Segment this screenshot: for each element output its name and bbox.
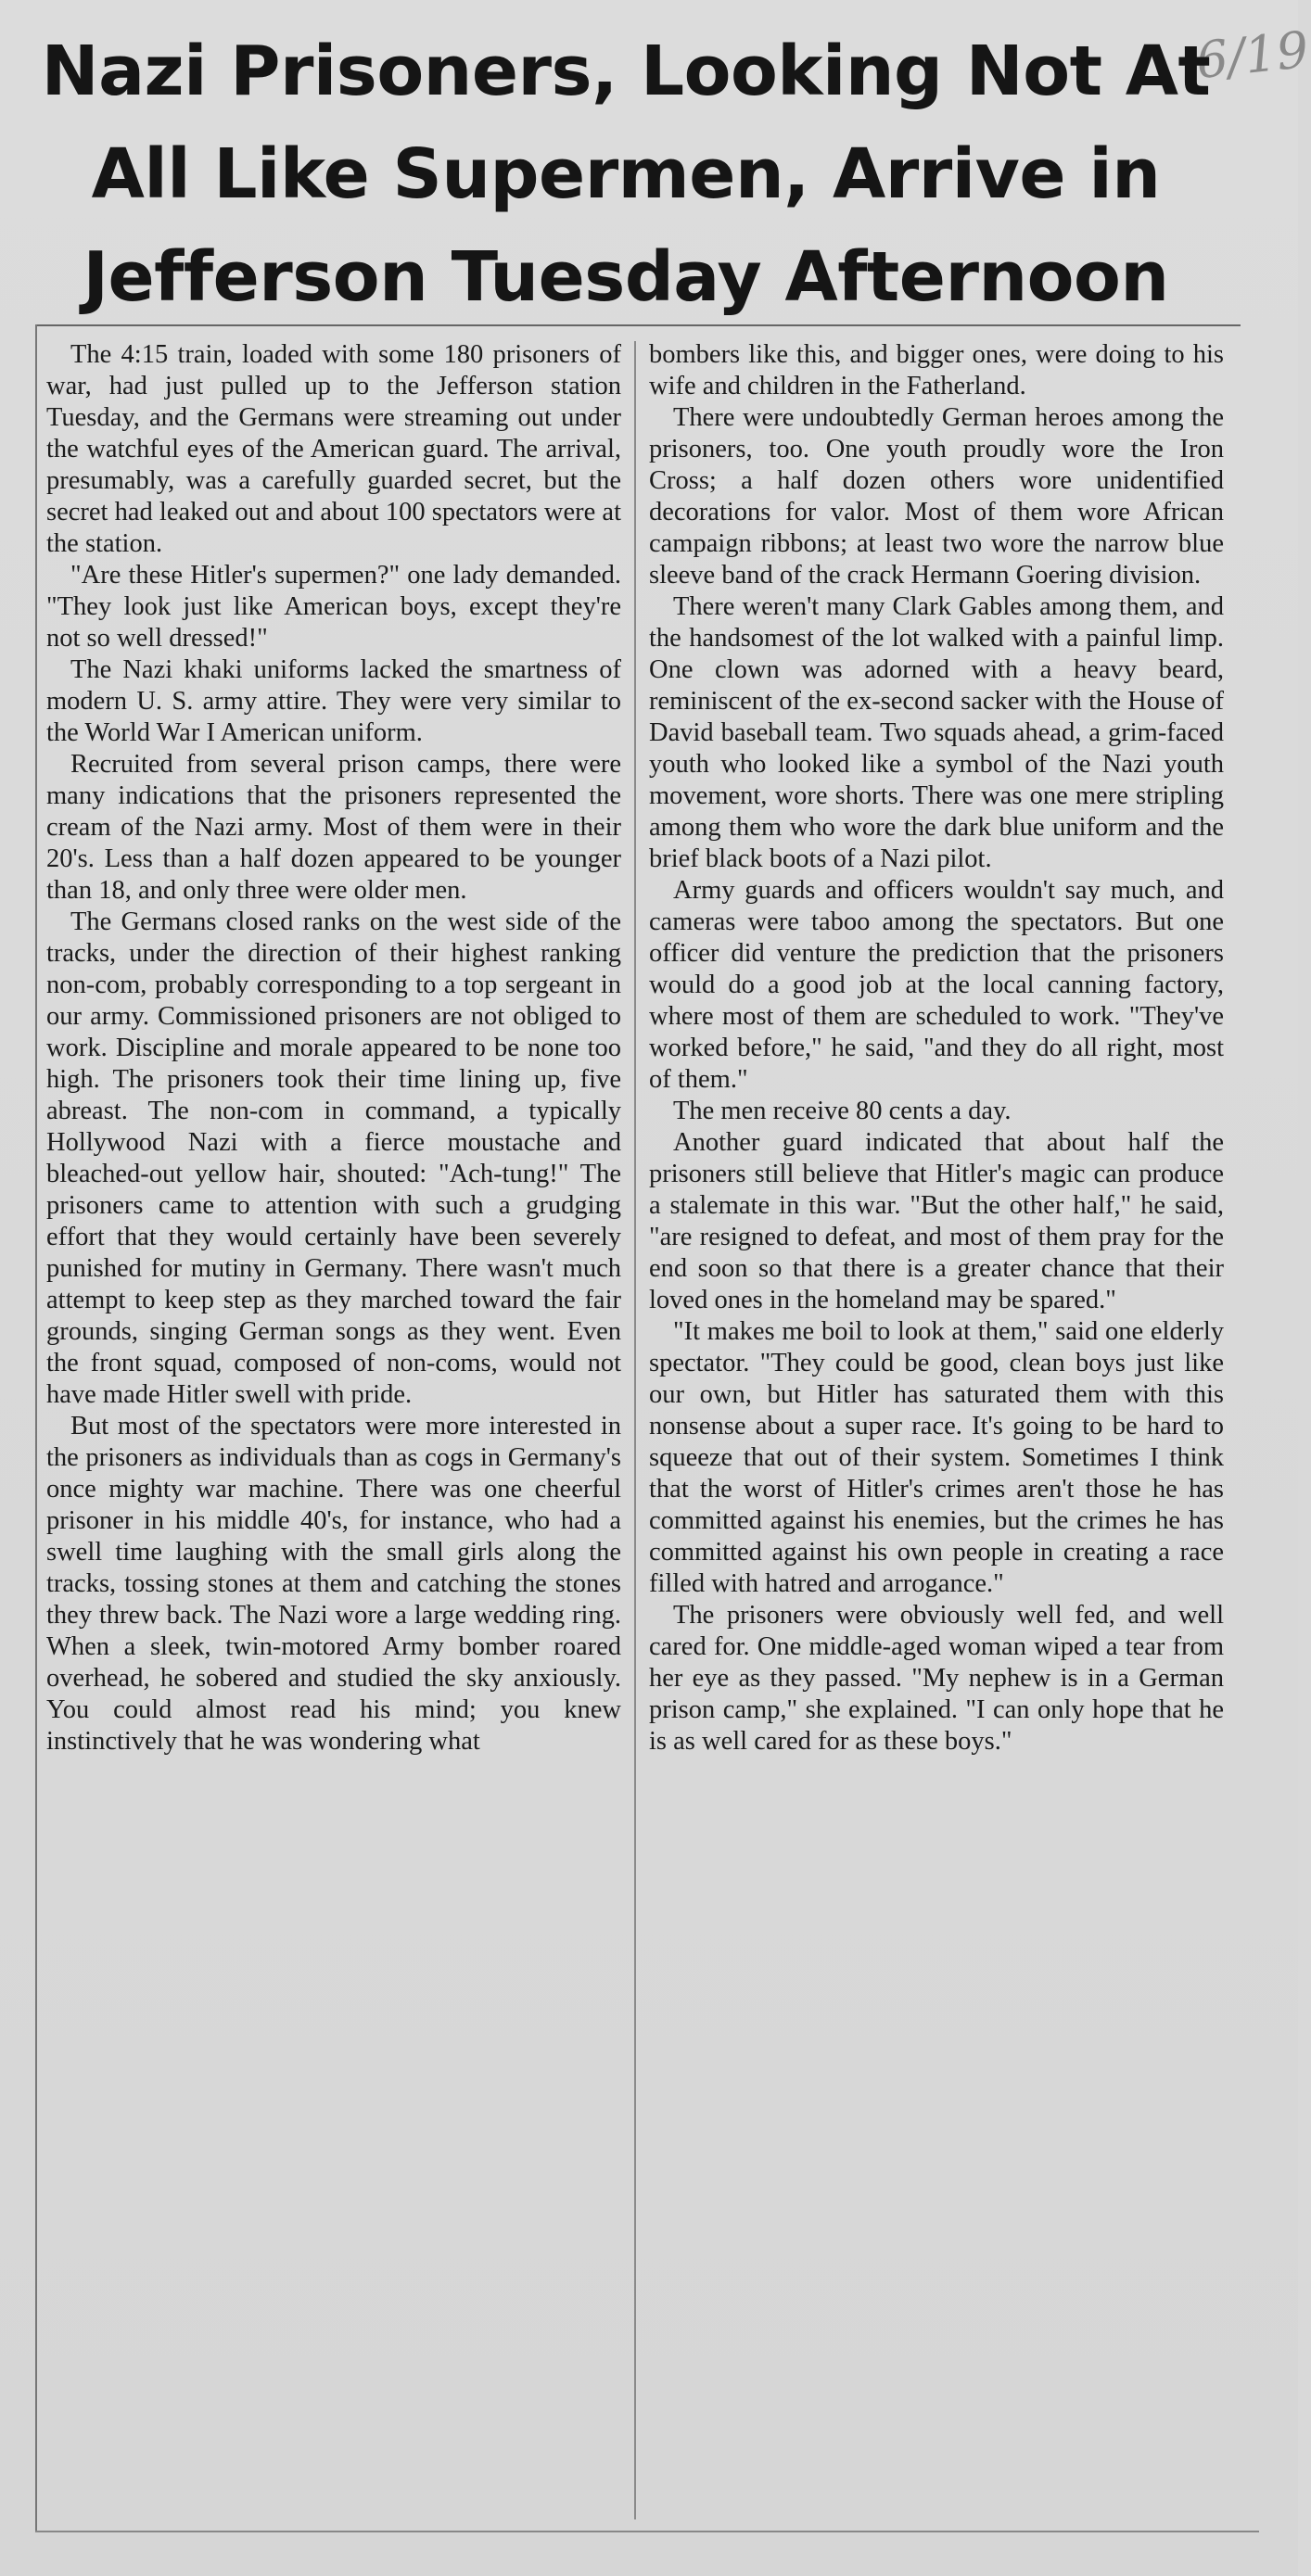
article-column-right	[649, 339, 1224, 2518]
paragraph: bombers like this, and bigger ones, were doing to his wife and children in the Fatherland.	[649, 340, 1224, 400]
paragraph: The Germans closed ranks on the west side of the tracks, under the direction of their highest ranking non-com, probably corresponding to a top sergeant in our army. Commissioned prisoners are not obliged to work. Discipline and morale appeared to be none too high. The prisoners took their time lining up, five abreast. The non-com in command, a typically Hollywood Nazi with a fierce moustache and bleached-out yellow hair, shouted: "Ach-tung!" The prisoners came to attention with such a grudging effort that they would certainly have been severely punished for mutiny in Germany. There wasn't much attempt to keep step as they marched toward the fair grounds, singing German songs as they went. Even the front squad, composed of non-coms, would not have made Hitler swell with pride.	[46, 907, 621, 1409]
frame-bottom-rule	[35, 2531, 1259, 2532]
paragraph: The prisoners were obviously well fed, and well cared for. One middle-aged woman wiped a tear from her eye as they passed. "My nephew is in a German prison camp," she explained. "I can only hope that he is as well cared for as these boys."	[649, 1601, 1224, 1756]
handwritten-date-note: 6/19	[1193, 19, 1311, 91]
paragraph: Army guards and officers wouldn't say much, and cameras were taboo among the spectators. But one officer did venture the prediction that the prisoners would do a good job at the local canning factory, where most of them are scheduled to work. "They've worked before," he said, "and they do all right, most of them."	[649, 876, 1224, 1094]
paragraph: "Are these Hitler's supermen?" one lady demanded. "They look just like American boys, except they're not so well dressed!"	[46, 561, 621, 653]
headline: Nazi Prisoners, Looking Not At All Like Supermen, Arrive in Jefferson Tuesday Afternoon	[41, 32, 1211, 317]
frame-top-rule	[35, 324, 1241, 326]
paragraph: There weren't many Clark Gables among them, and the handsomest of the lot walked with a painful limp. One clown was adorned with a heavy beard, reminiscent of the ex-second sacker with the House of David baseball team. Two squads ahead, a grim-faced youth who looked like a symbol of the Nazi youth movement, wore shorts. There was one mere stripling among them who wore the dark blue uniform and the brief black boots of a Nazi pilot.	[649, 592, 1224, 873]
paragraph: The Nazi khaki uniforms lacked the smartness of modern U. S. army attire. They were very similar to the World War I American uniform.	[46, 655, 621, 747]
paragraph: Another guard indicated that about half the prisoners still believe that Hitler's magic can produce a stalemate in this war. "But the other half," he said, "are resigned to defeat, and most of them pray for the end soon so that there is a greater chance that their loved ones in the homeland may be spared."	[649, 1128, 1224, 1314]
paragraph: But most of the spectators were more interested in the prisoners as individuals than as cogs in Germany's once mighty war machine. There was one cheerful prisoner in his middle 40's, for instance, who had a swell time laughing with the small girls along the tracks, tossing stones at them and catching the stones they threw back. The Nazi wore a large wedding ring. When a sleek, twin-motored Army bomber roared overhead, he sobered and studied the sky anxiously. You could almost read his mind; you knew instinctively that he was wondering what	[46, 1412, 621, 1756]
column-divider	[634, 341, 636, 2519]
paragraph: Recruited from several prison camps, there were many indications that the prisoners represented the cream of the Nazi army. Most of them were in their 20's. Less than a half dozen appeared to be younger than 18, and only three were older men.	[46, 750, 621, 905]
paragraph: There were undoubtedly German heroes among the prisoners, too. One youth proudly wore the Iron Cross; a half dozen others wore unidentified decorations for valor. Most of them wore African campaign ribbons; at least two wore the narrow blue sleeve band of the crack Hermann Goering division.	[649, 403, 1224, 590]
paragraph: The 4:15 train, loaded with some 180 prisoners of war, had just pulled up to the Jefferson station Tuesday, and the Germans were streaming out under the watchful eyes of the American guard. The arrival, presumably, was a carefully guarded secret, but the secret had leaked out and about 100 spectators were at the station.	[46, 340, 621, 558]
article-column-left	[46, 339, 621, 2518]
paragraph: The men receive 80 cents a day.	[673, 1097, 1012, 1125]
paragraph: "It makes me boil to look at them," said one elderly spectator. "They could be good, clean boys just like our own, but Hitler has saturated them with this nonsense about a super race. It's going to be hard to squeeze that out of their system. Sometimes I think that the worst of Hitler's crimes aren't those he has committed against his enemies, but the crimes he has committed against his own people in creating a race filled with hatred and arrogance."	[649, 1317, 1224, 1598]
frame-left-rule	[35, 324, 37, 2531]
